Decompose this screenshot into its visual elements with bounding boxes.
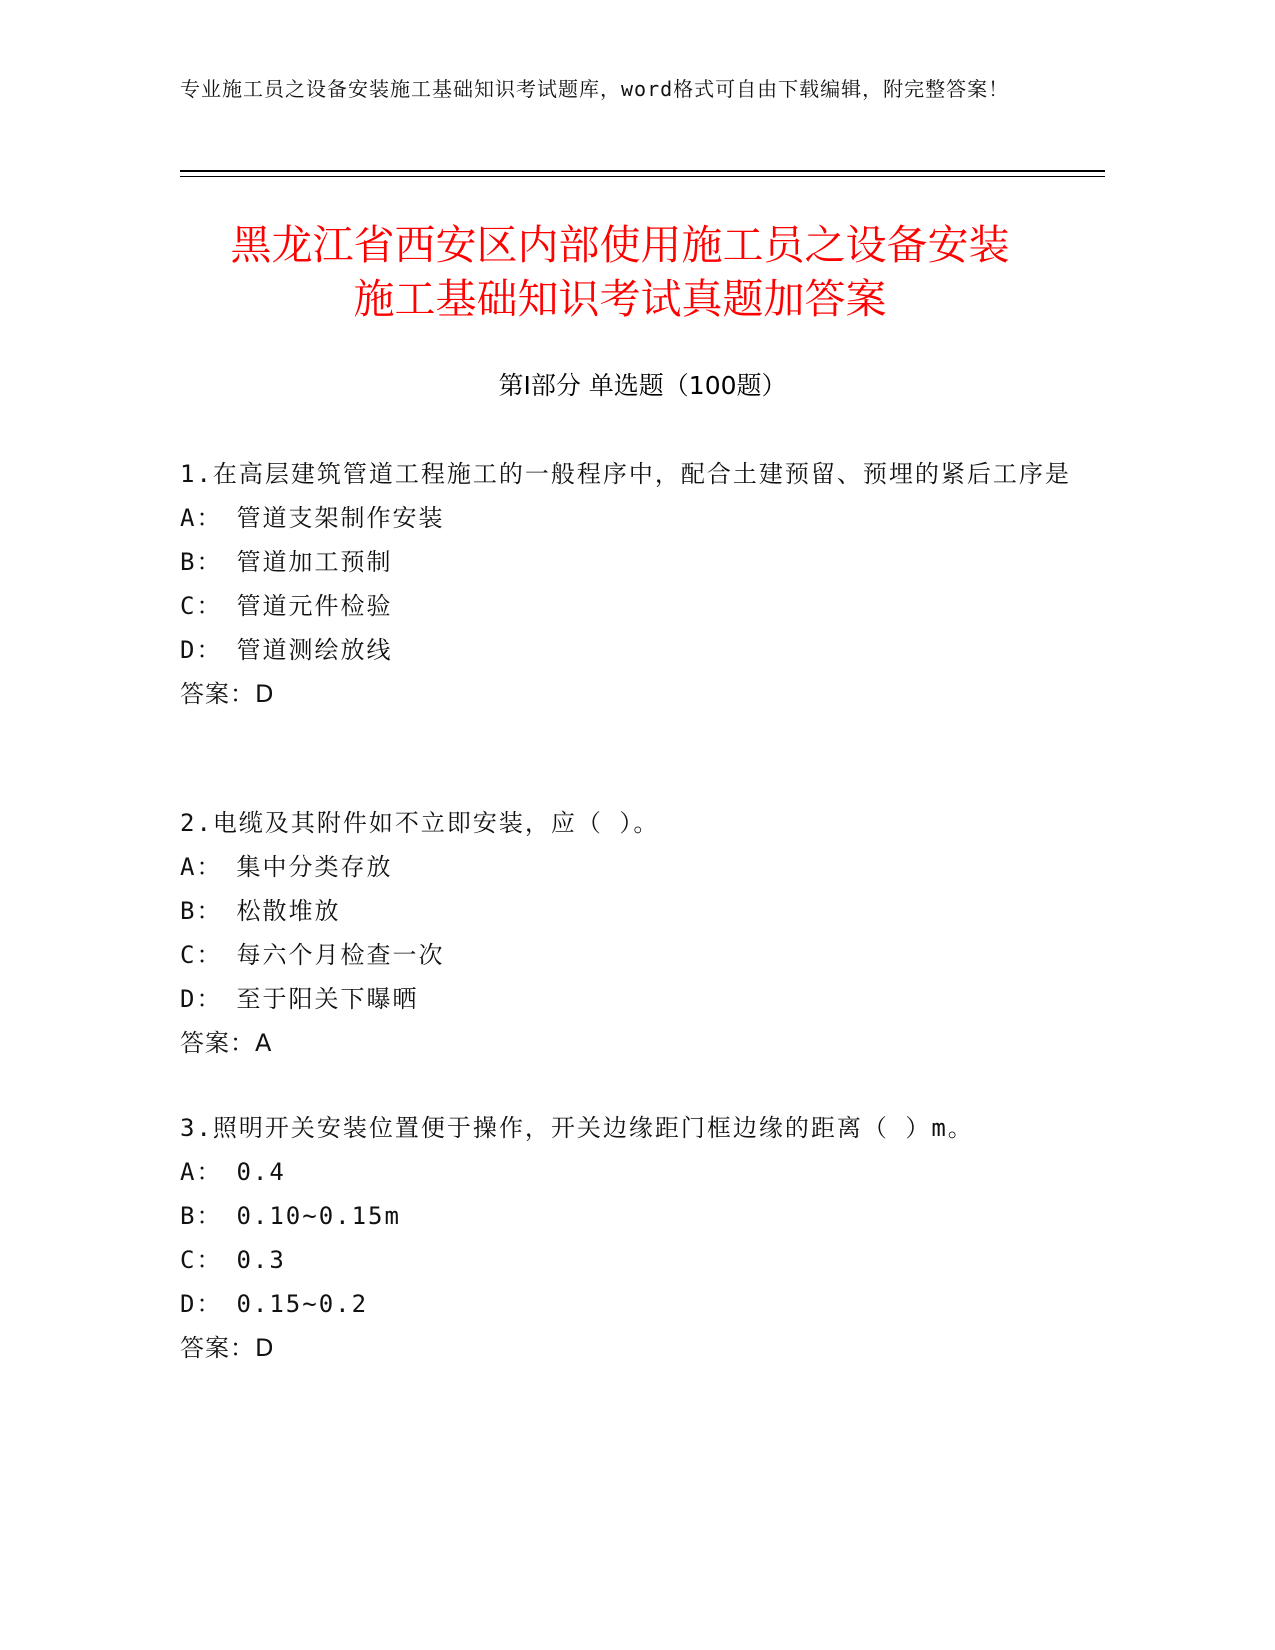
option-text: 0.15~0.2 — [236, 1290, 369, 1318]
option-a — [180, 845, 1080, 889]
option-key: D： — [180, 1290, 223, 1318]
option-c — [180, 933, 1080, 977]
option-c — [180, 584, 1080, 628]
header-rule-thick — [180, 170, 1105, 172]
option-text: 0.4 — [236, 1158, 286, 1186]
option-text: 松散堆放 — [236, 897, 341, 925]
option-key: C： — [180, 1246, 223, 1274]
option-d — [180, 628, 1080, 672]
option-text: 管道加工预制 — [236, 548, 393, 576]
option-b — [180, 540, 1080, 584]
option-b — [180, 1194, 1080, 1238]
option-key: A： — [180, 504, 223, 532]
question-3 — [180, 1106, 1080, 1370]
question-1 — [180, 452, 1080, 716]
option-key: B： — [180, 1202, 223, 1230]
option-d — [180, 977, 1080, 1021]
option-text: 管道元件检验 — [236, 592, 393, 620]
option-text: 集中分类存放 — [236, 853, 393, 881]
option-text: 管道支架制作安装 — [236, 504, 445, 532]
option-d — [180, 1282, 1080, 1326]
option-text: 0.3 — [236, 1246, 286, 1274]
option-text: 至于阳关下曝晒 — [236, 985, 419, 1013]
option-key: B： — [180, 548, 223, 576]
document-title-line-2: 施工基础知识考试真题加答案 — [353, 275, 887, 323]
section-heading: 第Ⅰ部分 单选题（100题） — [498, 371, 787, 400]
option-key: D： — [180, 985, 223, 1013]
option-a — [180, 496, 1080, 540]
option-a — [180, 1150, 1080, 1194]
option-key: C： — [180, 941, 223, 969]
option-key: A： — [180, 853, 223, 881]
question-stem: 3.照明开关安装位置便于操作，开关边缘距门框边缘的距离（ ）m。 — [180, 1114, 974, 1142]
option-c — [180, 1238, 1080, 1282]
option-text: 管道测绘放线 — [236, 636, 393, 664]
document-title-line-1: 黑龙江省西安区内部使用施工员之设备安装 — [230, 221, 1010, 269]
option-text: 每六个月检查一次 — [236, 941, 445, 969]
answer-line: 答案：A — [180, 1029, 273, 1057]
question-stem: 2.电缆及其附件如不立即安装，应（ ）。 — [180, 809, 660, 837]
question-stem: 1.在高层建筑管道工程施工的一般程序中，配合土建预留、预埋的紧后工序是 — [180, 460, 1071, 488]
header-note: 专业施工员之设备安装施工基础知识考试题库，word格式可自由下载编辑，附完整答案！ — [180, 77, 1010, 101]
option-key: D： — [180, 636, 223, 664]
option-b — [180, 889, 1080, 933]
question-2 — [180, 801, 1080, 1065]
option-key: B： — [180, 897, 223, 925]
option-text: 0.10~0.15m — [236, 1202, 401, 1230]
document-title — [180, 218, 1060, 326]
option-key: C： — [180, 592, 223, 620]
answer-line: 答案：D — [180, 680, 275, 708]
option-key: A： — [180, 1158, 223, 1186]
header-rule-thin — [180, 176, 1105, 177]
answer-line: 答案：D — [180, 1334, 275, 1362]
